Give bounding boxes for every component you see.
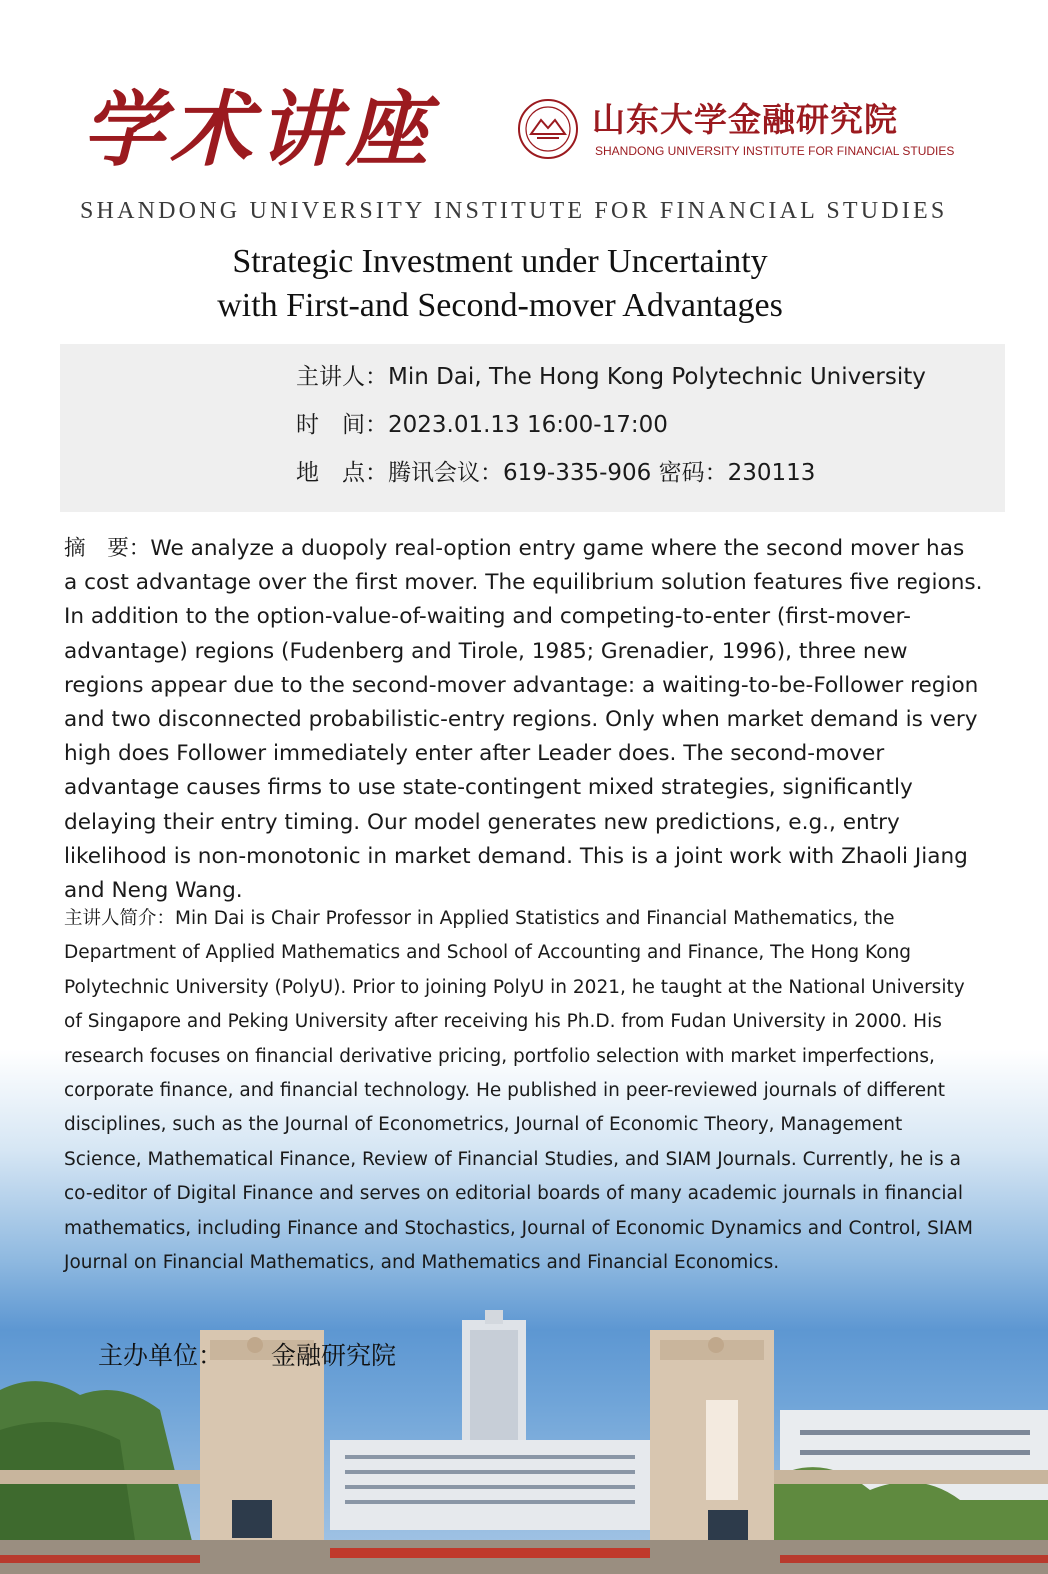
talk-title [150, 240, 850, 328]
speaker-value: Min Dai, The Hong Kong Polytechnic University [388, 364, 926, 390]
place-row [296, 455, 815, 491]
talk-title-line-1: Strategic Investment under Uncertainty [232, 243, 768, 280]
organizer-label: 主办单位： [98, 1341, 224, 1370]
bio-label: 主讲人简介： [64, 908, 176, 929]
institute-name-cn: 山东大学金融研究院 [592, 100, 898, 139]
abstract-text: We analyze a duopoly real-option entry game where the second mover has a cost advantage over the first mover. The equilibrium solution features five regions. In addition to the option-value-of-waiting and competing-to-enter (first-mover-advantage) regions (Fudenberg and Tirole, 1985; Grenadier, 1996), three new regions appear due to the second-mover advantage: a waiting-to-be-Follower region and two disconnected probabilistic-entry regions. Only when market demand is very high does Follower immediately enter after Leader does. The second-mover advantage causes firms to use state-contingent mixed strategies, significantly delaying their entry timing. Our model generates new predictions, e.g., entry likelihood is non-monotonic in market demand. This is a joint work with Zhaoli Jiang and Neng Wang. [64, 536, 983, 904]
university-seal-icon [517, 98, 579, 160]
organizer [98, 1336, 428, 1376]
speaker-label: 主讲人： [296, 364, 388, 390]
abstract [64, 532, 984, 908]
time-row [296, 407, 668, 443]
speaker-row [296, 359, 926, 395]
bio-text: Min Dai is Chair Professor in Applied Statistics and Financial Mathematics, the Department of Applied Mathematics and School of Accounting and Finance, The Hong Kong Polytechnic University (PolyU). Prior to joining PolyU in 2021, he taught at the National University of Singapore and Peking University after receiving his Ph.D. from Fudan University in 2000. His research focuses on financial derivative pricing, portfolio selection with market imperfections, corporate finance, and financial technology. He published in peer-reviewed journals of different disciplines, such as the Journal of Econometrics, Journal of Economic Theory, Management Science, Mathematical Finance, Review of Financial Studies, and SIAM Journals. Currently, he is a co-editor of Digital Finance and serves on editorial boards of many academic journals in financial mathematics, including Finance and Stochastics, Journal of Economic Dynamics and Control, SIAM Journal on Financial Mathematics, and Mathematics and Financial Economics. [64, 908, 973, 1274]
talk-title-line-2: with First-and Second-mover Advantages [217, 287, 783, 324]
time-value: 2023.01.13 16:00-17:00 [388, 412, 668, 438]
place-value: 腾讯会议：619-335-906 密码：230113 [388, 460, 816, 486]
speaker-bio [64, 902, 984, 1280]
place-label: 地 点： [296, 460, 388, 486]
event-info-box [60, 344, 1005, 512]
banner-subtitle-en: SHANDONG UNIVERSITY INSTITUTE FOR FINANCIAL STUDIES [80, 198, 948, 224]
organizer-value: 金融研究院 [271, 1341, 397, 1370]
institute-name-en: SHANDONG UNIVERSITY INSTITUTE FOR FINANCIAL STUDIES [595, 144, 955, 158]
time-label: 时 间： [296, 412, 388, 438]
banner-title: 学术讲座 [82, 82, 434, 178]
abstract-label: 摘 要： [64, 536, 151, 561]
